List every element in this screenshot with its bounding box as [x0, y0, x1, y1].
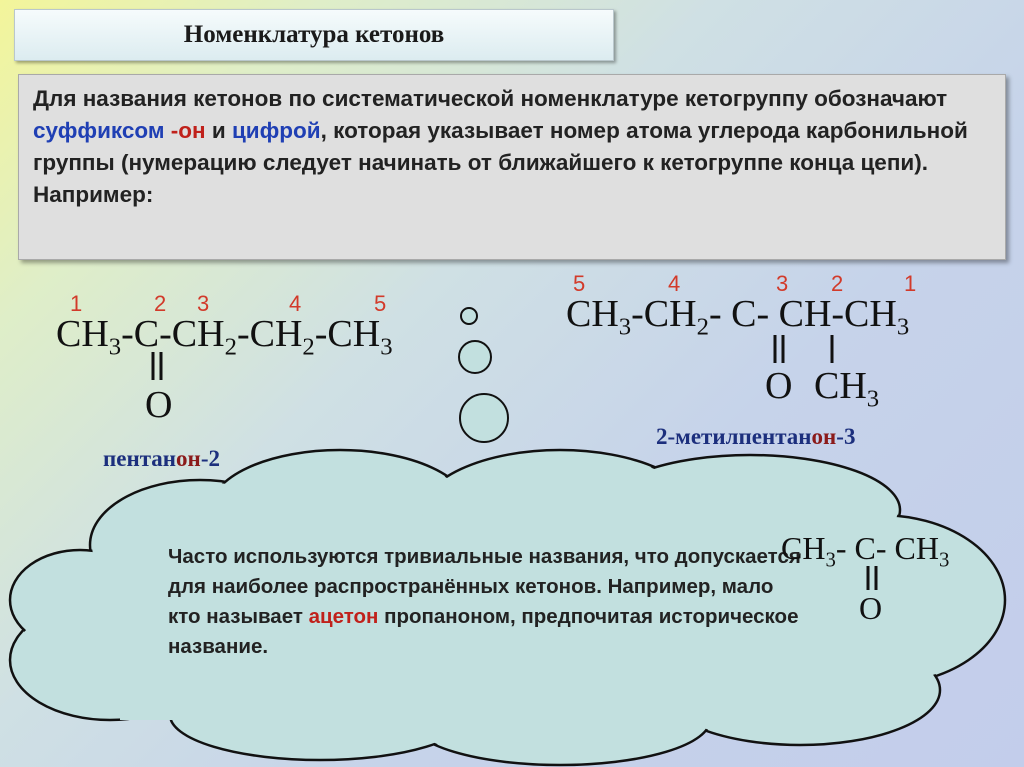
carbon-number-2: 2	[831, 271, 844, 296]
rule-suffix: -он	[170, 118, 206, 143]
thought-bubble-large	[460, 394, 508, 442]
carbon-number-3: 3	[776, 271, 789, 296]
methylpentanone-oxygen: O	[765, 365, 793, 407]
rule-text-box: Для названия кетонов по систематической номенклатуре кетогруппу обозначают суффиксом -он и цифрой, которая указывает номер атома углерода карбонильной группы (нумерацию следует начинать от ближайшего к кетогруппе конца цепи). Например:	[18, 74, 1006, 260]
carbon-number-5: 5	[573, 271, 586, 296]
rule-suffix-word: суффиксом	[33, 118, 165, 143]
pentanone-name: пентанон-2	[103, 446, 220, 471]
cloud-text: Часто используются тривиальные названия, что допускается для наиболее распространённых кетонов. Например, мало кто называет ацетон пропаноном, предпочитая историческое название.	[168, 545, 801, 658]
carbon-number-1: 1	[904, 271, 917, 296]
acetone-oxygen: O	[859, 590, 883, 626]
thought-bubble-medium	[459, 341, 491, 373]
thought-bubble-small	[461, 308, 477, 324]
methyl-group: $CH_3$	[814, 365, 880, 413]
carbon-number-3: 3	[197, 291, 210, 316]
acetone-word: ацетон	[308, 605, 379, 628]
acetone-formula: $CH_3-$ C- $CH_3$	[781, 530, 950, 572]
pentanone-formula: $CH_3-C-CH_2-CH_2-CH_3$	[56, 313, 393, 361]
methylpentanone-formula: $CH_3-CH_2-$ C- $CH-CH_3$	[566, 293, 910, 341]
title-text: Номенклатура кетонов	[183, 21, 445, 48]
rule-text: Для названия кетонов по систематической номенклатуре кетогруппу обозначают	[33, 86, 948, 111]
rule-digit-word: цифрой	[231, 118, 321, 143]
carbon-number-2: 2	[154, 291, 167, 316]
carbon-number-5: 5	[374, 291, 387, 316]
carbon-number-4: 4	[668, 271, 681, 296]
carbon-number-4: 4	[289, 291, 302, 316]
carbon-number-1: 1	[70, 291, 83, 316]
methylpentanone-name: 2-метилпентанон-3	[656, 424, 856, 449]
pentanone-oxygen: O	[145, 384, 173, 426]
